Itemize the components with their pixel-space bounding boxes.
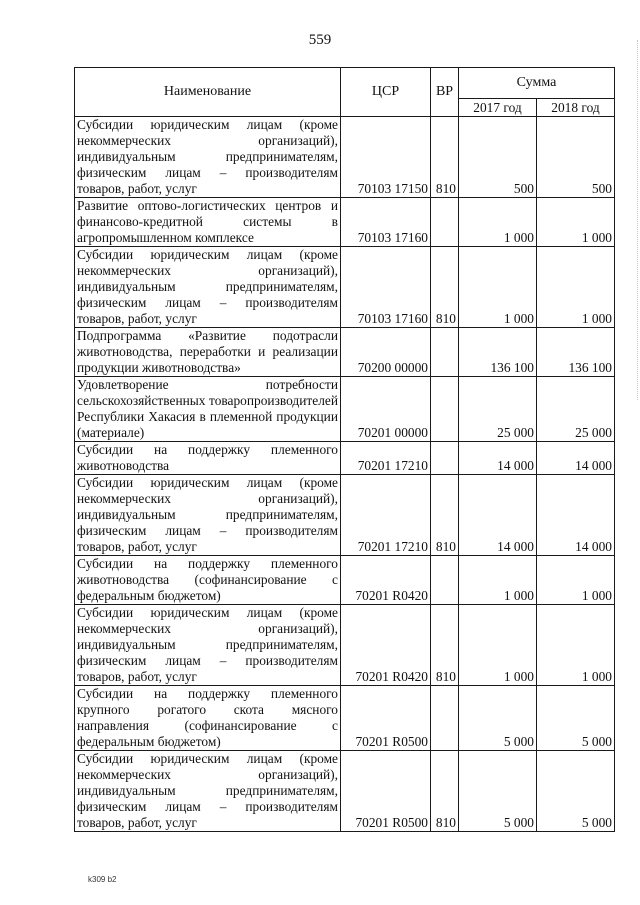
- row-sum-2017: 1 000: [459, 198, 537, 247]
- row-vr: [431, 328, 459, 377]
- row-sum-2017: 500: [459, 117, 537, 198]
- table-row: [75, 377, 615, 442]
- row-name: Субсидии на поддержку племенного животноводства: [75, 442, 341, 475]
- row-sum-2017: 5 000: [459, 686, 537, 751]
- row-sum-2018: 1 000: [537, 198, 615, 247]
- header-year-2018: 2018 год: [537, 99, 615, 117]
- row-csr: 70201 17210: [341, 442, 431, 475]
- row-sum-2018: 14 000: [537, 442, 615, 475]
- row-sum-2018: 14 000: [537, 475, 615, 556]
- table-row: [75, 686, 615, 751]
- row-vr: 810: [431, 117, 459, 198]
- row-name: Субсидии юридическим лицам (кроме некоммерческих организаций), индивидуальным предпринимателям, физическим лицам – производителям товаров, работ, услуг: [75, 117, 341, 198]
- row-name: Субсидии юридическим лицам (кроме некоммерческих организаций), индивидуальным предпринимателям, физическим лицам – производителям товаров, работ, услуг: [75, 605, 341, 686]
- row-sum-2017: 136 100: [459, 328, 537, 377]
- row-sum-2018: 1 000: [537, 556, 615, 605]
- header-name: Наименование: [75, 68, 341, 117]
- table-row: [75, 442, 615, 475]
- row-name: Субсидии на поддержку племенного животноводства (софинансирование с федеральным бюджетом): [75, 556, 341, 605]
- row-sum-2017: 14 000: [459, 442, 537, 475]
- row-vr: [431, 686, 459, 751]
- row-vr: 810: [431, 247, 459, 328]
- row-csr: 70201 R0420: [341, 556, 431, 605]
- row-name: Субсидии на поддержку племенного крупного рогатого скота мясного направления (софинансирование с федеральным бюджетом): [75, 686, 341, 751]
- row-name: Развитие оптово-логистических центров и финансово-кредитной системы в агропромышленном комплексе: [75, 198, 341, 247]
- row-sum-2017: 25 000: [459, 377, 537, 442]
- row-csr: 70201 R0500: [341, 751, 431, 832]
- budget-table: [74, 67, 615, 832]
- row-sum-2018: 25 000: [537, 377, 615, 442]
- row-csr: 70200 00000: [341, 328, 431, 377]
- row-sum-2017: 5 000: [459, 751, 537, 832]
- row-sum-2018: 5 000: [537, 751, 615, 832]
- row-sum-2017: 14 000: [459, 475, 537, 556]
- row-csr: 70201 R0420: [341, 605, 431, 686]
- table-row: [75, 328, 615, 377]
- row-vr: 810: [431, 605, 459, 686]
- row-sum-2017: 1 000: [459, 605, 537, 686]
- row-csr: 70201 17210: [341, 475, 431, 556]
- row-vr: [431, 198, 459, 247]
- table-row: [75, 605, 615, 686]
- row-name: Субсидии юридическим лицам (кроме некоммерческих организаций), индивидуальным предпринимателям, физическим лицам – производителям товаров, работ, услуг: [75, 247, 341, 328]
- header-vr: ВР: [431, 68, 459, 117]
- row-sum-2018: 1 000: [537, 605, 615, 686]
- table-row: [75, 475, 615, 556]
- row-sum-2017: 1 000: [459, 247, 537, 328]
- row-name: Субсидии юридическим лицам (кроме некоммерческих организаций), индивидуальным предпринимателям, физическим лицам – производителям товаров, работ, услуг: [75, 751, 341, 832]
- row-sum-2017: 1 000: [459, 556, 537, 605]
- row-sum-2018: 5 000: [537, 686, 615, 751]
- row-name: Удовлетворение потребности сельскохозяйственных товаропроизводителей Республики Хакасия в племенной продукции (материале): [75, 377, 341, 442]
- header-sum: Сумма: [459, 68, 615, 99]
- row-vr: 810: [431, 475, 459, 556]
- row-name: Субсидии юридическим лицам (кроме некоммерческих организаций), индивидуальным предпринимателям, физическим лицам – производителям товаров, работ, услуг: [75, 475, 341, 556]
- row-csr: 70103 17150: [341, 117, 431, 198]
- table-row: [75, 751, 615, 832]
- row-sum-2018: 136 100: [537, 328, 615, 377]
- header-csr: ЦСР: [341, 68, 431, 117]
- table-row: [75, 198, 615, 247]
- row-vr: 810: [431, 751, 459, 832]
- row-csr: 70201 00000: [341, 377, 431, 442]
- footer-code: k309 b2: [88, 875, 117, 884]
- row-csr: 70201 R0500: [341, 686, 431, 751]
- row-vr: [431, 556, 459, 605]
- table-row: [75, 117, 615, 198]
- page-number: 559: [308, 32, 332, 48]
- header-year-2017: 2017 год: [459, 99, 537, 117]
- row-sum-2018: 500: [537, 117, 615, 198]
- row-name: Подпрограмма «Развитие подотрасли животноводства, переработки и реализации продукции животноводства»: [75, 328, 341, 377]
- table-header: [75, 68, 615, 117]
- row-csr: 70103 17160: [341, 247, 431, 328]
- row-vr: [431, 377, 459, 442]
- row-vr: [431, 442, 459, 475]
- scan-edge-marks: [634, 40, 638, 400]
- table-row: [75, 556, 615, 605]
- row-csr: 70103 17160: [341, 198, 431, 247]
- table-row: [75, 247, 615, 328]
- row-sum-2018: 1 000: [537, 247, 615, 328]
